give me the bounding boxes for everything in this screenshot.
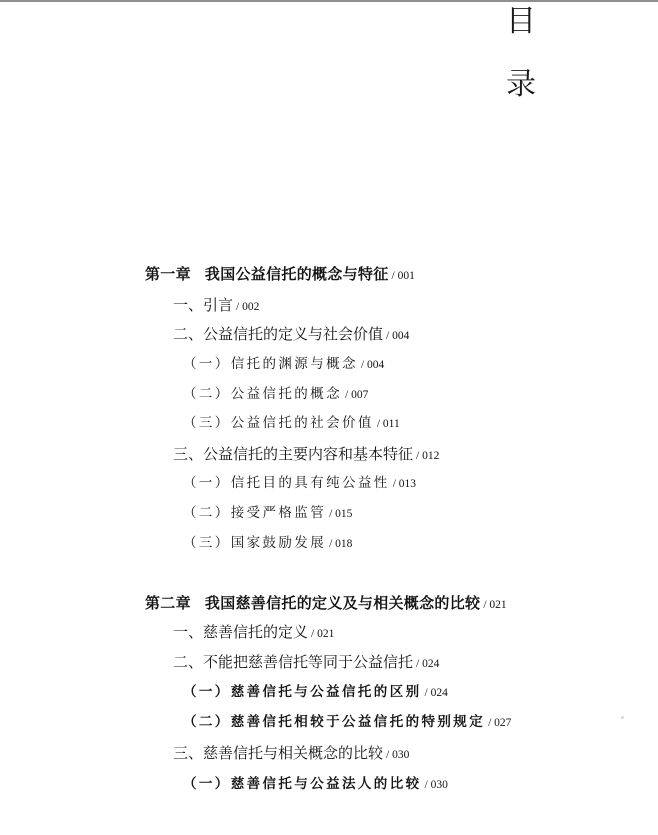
toc-subsection[interactable] — [183, 358, 384, 372]
chapter-number: 第二章 — [145, 594, 191, 612]
page-number: / 004 — [360, 359, 385, 371]
scan-speck — [621, 716, 624, 719]
toc-section[interactable] — [173, 625, 334, 641]
section-title: 一、引言 — [173, 296, 234, 314]
toc-subsection[interactable] — [183, 686, 448, 700]
page-number: / 027 — [488, 717, 512, 729]
page-number: / 021 — [311, 628, 335, 640]
page-number: / 001 — [391, 270, 415, 282]
section-title: 二、公益信托的定义与社会价值 — [173, 325, 384, 343]
toc-subsection[interactable] — [183, 716, 511, 730]
page-number: / 030 — [424, 779, 448, 791]
section-title: 二、不能把慈善信托等同于公益信托 — [173, 653, 414, 671]
page-number: / 024 — [424, 687, 448, 699]
chapter-title: 我国慈善信托的定义及与相关概念的比较 — [204, 594, 481, 612]
toc-title-char-2: 录 — [506, 67, 536, 102]
page-number: / 018 — [329, 538, 353, 550]
page-number: / 007 — [345, 389, 369, 401]
page-number: / 011 — [376, 418, 400, 430]
toc-title-char-1: 目 — [506, 4, 536, 39]
page-number: / 002 — [236, 301, 260, 313]
toc-subsection[interactable] — [183, 507, 352, 521]
subsection-title: （二）公益信托的概念 — [183, 386, 342, 402]
subsection-title: （一）慈善信托与公益信托的区别 — [183, 684, 422, 700]
subsection-title: （一）信托目的具有纯公益性 — [183, 475, 390, 491]
subsection-title: （三）公益信托的社会价值 — [183, 415, 374, 431]
page-number: / 013 — [392, 478, 417, 490]
toc-subsection[interactable] — [183, 778, 448, 792]
section-title: 三、公益信托的主要内容和基本特征 — [173, 445, 414, 463]
chapter-title: 我国公益信托的概念与特征 — [204, 265, 389, 283]
subsection-title: （三）国家鼓励发展 — [183, 535, 327, 551]
subsection-title: （二）接受严格监管 — [183, 505, 327, 521]
page-number: / 004 — [386, 330, 410, 342]
page-number: / 030 — [386, 749, 410, 761]
toc-section[interactable] — [173, 746, 409, 762]
page-number: / 021 — [483, 599, 507, 611]
subsection-title: （一）慈善信托与公益法人的比较 — [183, 776, 422, 792]
toc-section[interactable] — [173, 655, 439, 671]
toc-chapter-1[interactable] — [145, 267, 415, 283]
page-number: / 012 — [416, 450, 440, 462]
toc-subsection[interactable] — [183, 388, 368, 402]
section-title: 一、慈善信托的定义 — [173, 623, 309, 641]
page-number: / 015 — [329, 508, 353, 520]
toc-subsection[interactable] — [183, 477, 416, 491]
toc-section[interactable] — [173, 298, 259, 314]
top-border-rule — [0, 0, 658, 2]
subsection-title: （一）信托的渊源与概念 — [183, 356, 358, 372]
section-title: 三、慈善信托与相关概念的比较 — [173, 744, 384, 762]
subsection-title: （二）慈善信托相较于公益信托的特别规定 — [183, 714, 486, 730]
toc-subsection[interactable] — [183, 537, 352, 551]
toc-subsection[interactable] — [183, 417, 400, 431]
toc-section[interactable] — [173, 327, 409, 343]
page-number: / 024 — [416, 658, 440, 670]
toc-section[interactable] — [173, 447, 439, 463]
chapter-number: 第一章 — [145, 265, 191, 283]
toc-chapter-2[interactable] — [145, 596, 507, 612]
